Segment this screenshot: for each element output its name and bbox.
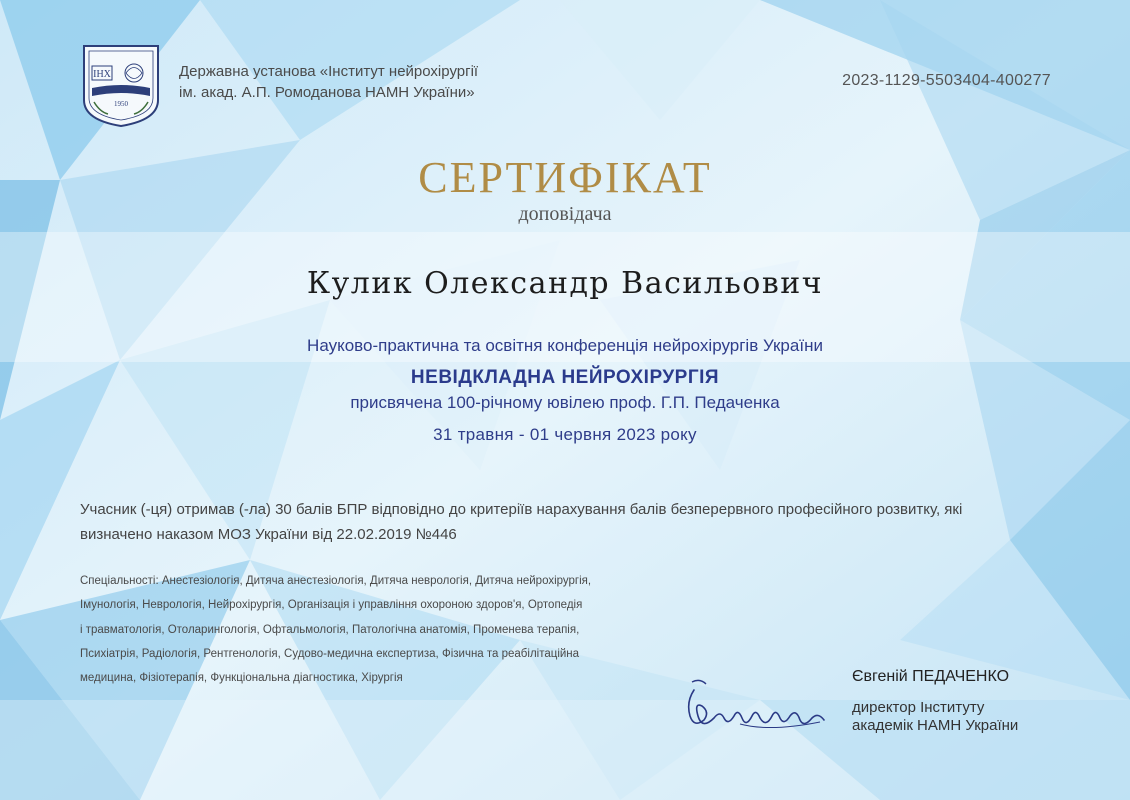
signature-icon bbox=[680, 672, 835, 742]
certificate-id: 2023-1129-5503404-400277 bbox=[842, 72, 1051, 89]
logo-monogram: ІНХ bbox=[93, 69, 111, 80]
signer-position-line-2: академік НАМН України bbox=[852, 717, 1019, 734]
conference-dates: 31 травня - 01 червня 2023 року bbox=[433, 425, 697, 444]
signer-position bbox=[852, 699, 1018, 735]
specialties-line-3: і травматологія, Отоларингологія, Офтальмологія, Патологічна анатомія, Променева терапія, bbox=[80, 623, 580, 636]
conference-dedication: присвячена 100-річному ювілею проф. Г.П. Педаченка bbox=[350, 393, 780, 412]
points-line-2: визначено наказом МОЗ України від 22.02.2019 №446 bbox=[80, 526, 457, 543]
specialties-line-5: медицина, Фізіотерапія, Функціональна діагностика, Хірургія bbox=[80, 672, 403, 685]
signer-position-line-1: директор Інституту bbox=[852, 699, 985, 716]
institution-line-2: ім. акад. А.П. Ромоданова НАМН України» bbox=[179, 84, 475, 101]
recipient-name: Кулик Олександр Васильович bbox=[306, 266, 824, 301]
institute-emblem-icon bbox=[78, 42, 164, 128]
institution-line-1: Державна установа «Інститут нейрохірургії bbox=[179, 63, 479, 80]
conference-description: Науково-практична та освітня конференція нейрохірургів України bbox=[307, 336, 823, 355]
logo-year: 1950 bbox=[114, 100, 128, 108]
specialties-line-2: Імунологія, Неврологія, Нейрохірургія, Організація і управління охороною здоров'я, Ортопедія bbox=[80, 599, 583, 612]
conference-name: НЕВІДКЛАДНА НЕЙРОХІРУРГІЯ bbox=[410, 367, 720, 388]
cpd-points-statement bbox=[80, 497, 1060, 547]
institution-name bbox=[179, 61, 478, 103]
certificate-subtitle: доповідача bbox=[518, 203, 612, 225]
specialties-line-4: Психіатрія, Радіологія, Рентгенологія, Судово-медична експертиза, Фізична та реабілітаційна bbox=[80, 647, 580, 660]
signer-name: Євгеній ПЕДАЧЕНКО bbox=[852, 668, 1010, 685]
points-line-1: Учасник (-ця) отримав (-ла) 30 балів БПР відповідно до критеріїв нарахування балів безперервного професійного розвитку, які bbox=[80, 501, 963, 518]
certificate-title: СЕРТИФІКАТ bbox=[418, 153, 712, 202]
specialties-list bbox=[80, 569, 660, 690]
specialties-line-1: Спеціальності: Анестезіологія, Дитяча анестезіологія, Дитяча неврологія, Дитяча нейрохірургія, bbox=[80, 575, 592, 587]
